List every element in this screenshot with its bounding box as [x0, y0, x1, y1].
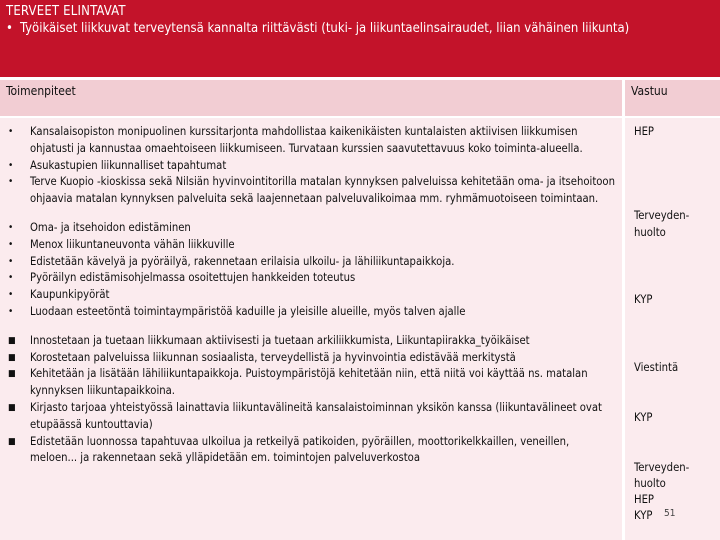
list-item: ■ Korostetaan palveluissa liikunnan sosiaalista, terveydellistä ja hyvinvointia edistävää merkitystä — [6, 350, 618, 367]
page-number: 51 — [664, 508, 676, 519]
list-item: • Asukastupien liikunnalliset tapahtumat — [6, 158, 618, 175]
responsibility-health-care: Terveyden-huolto — [634, 209, 690, 239]
column-header-measures: Toimenpiteet — [0, 80, 622, 116]
list-item: • Pyöräilyn edistämisohjelmassa osoitettujen hankkeiden toteutus — [6, 270, 618, 287]
list-item: ■ Kirjasto tarjoaa yhteistyössä lainattavia liikuntavälineitä kansalaistoiminnan yksikön kanssa (liikuntavälineet ovat etupäässä kuntouttavia) — [6, 400, 618, 434]
bullet-icon: • — [8, 221, 14, 233]
list-item: • Terve Kuopio -kioskissa sekä Nilsiän hyvinvointitorilla matalan kynnyksen palveluissa kehitetään oma- ja itsehoitoon ohjaavia matalan kynnyksen palveluita sekä laajennetaan palveluvalikoimaa mm. ryhmämuotoiseen toimintaan. — [6, 174, 618, 208]
list-item: • Luodaan esteetöntä toimintaympäristöä kaduille ja yleisille alueille, myös talven ajalle — [6, 304, 618, 321]
bullet-icon: • — [8, 176, 14, 188]
column-divider — [622, 80, 625, 540]
bullet-icon: • — [8, 238, 14, 250]
slide-header — [0, 0, 720, 79]
square-bullet-icon: ■ — [8, 335, 16, 346]
list-item: • Oma- ja itsehoidon edistäminen — [6, 220, 618, 237]
list-item: • Kaupunkipyörät — [6, 287, 618, 304]
measures-group-1 — [6, 124, 618, 208]
list-item: ■ Edistetään luonnossa tapahtuvaa ulkoilua ja retkeilyä patikoiden, pyöräillen, moottorikelkkaillen, veneillen, meloen... ja rakennetaan sekä ylläpidetään em. toimintojen palveluverkostoa — [6, 434, 618, 468]
responsibility-kyp-3: KYP — [634, 509, 653, 522]
square-bullet-icon: ■ — [8, 352, 16, 363]
column-header-responsibility: Vastuu — [625, 80, 720, 116]
bullet-icon: • — [8, 255, 14, 267]
square-bullet-icon: ■ — [8, 402, 16, 413]
bullet-icon: • — [8, 289, 14, 301]
bullet-icon: • — [8, 305, 14, 317]
square-bullet-icon: ■ — [8, 436, 16, 447]
measures-group-2 — [6, 220, 618, 321]
slide-title: TERVEET ELINTAVAT — [6, 4, 126, 19]
list-item: • Kansalaisopiston monipuolinen kurssitarjonta mahdollistaa kaikenikäisten kuntalaisten aktiivisen liikkumisen ohjatusti ja kannustaa omaehtoiseen liikkumiseen. Turvataan kurssien saavutettavuus koko toiminta-alueella. — [6, 124, 618, 158]
bullet-icon: • — [8, 159, 14, 171]
bullet-icon: • — [8, 126, 14, 137]
responsibility-hep-2: HEP — [634, 493, 654, 506]
measures-group-3 — [6, 333, 618, 467]
bullet-icon: • — [8, 272, 14, 284]
list-item: ■ Kehitetään ja lisätään lähiliikuntapaikkoja. Puistoympäristöjä kehitetään niin, että niitä voi käyttää ns. matalan kynnyksen liikuntapaikkoina. — [6, 366, 618, 400]
square-bullet-icon: ■ — [8, 369, 16, 380]
responsibility-communications: Viestintä — [634, 361, 679, 374]
list-item: • Edistetään kävelyä ja pyöräilyä, rakennetaan erilaisia ulkoilu- ja lähiliikuntapaikkoja. — [6, 254, 618, 271]
responsibility-kyp: KYP — [634, 293, 653, 306]
list-item: ■ Innostetaan ja tuetaan liikkumaan aktiivisesti ja tuetaan arkiliikkumista, Liikuntapiirakka_työikäiset — [6, 333, 618, 350]
header-bullet — [6, 20, 714, 37]
responsibility-health-care-2: Terveyden- — [634, 461, 690, 474]
measures-list — [6, 124, 618, 479]
list-item: • Menox liikuntaneuvonta vähän liikkuville — [6, 237, 618, 254]
responsibility-hep: HEP — [634, 125, 654, 138]
bullet-dot-icon: • — [6, 21, 13, 36]
responsibility-kyp-2: KYP — [634, 411, 653, 424]
responsibility-health-care-2-cont: huolto — [634, 477, 666, 490]
header-bullet-text: Työikäiset liikkuvat terveytensä kannalta riittävästi (tuki- ja liikuntaelinsairaudet, liian vähäinen liikunta) — [20, 21, 630, 36]
